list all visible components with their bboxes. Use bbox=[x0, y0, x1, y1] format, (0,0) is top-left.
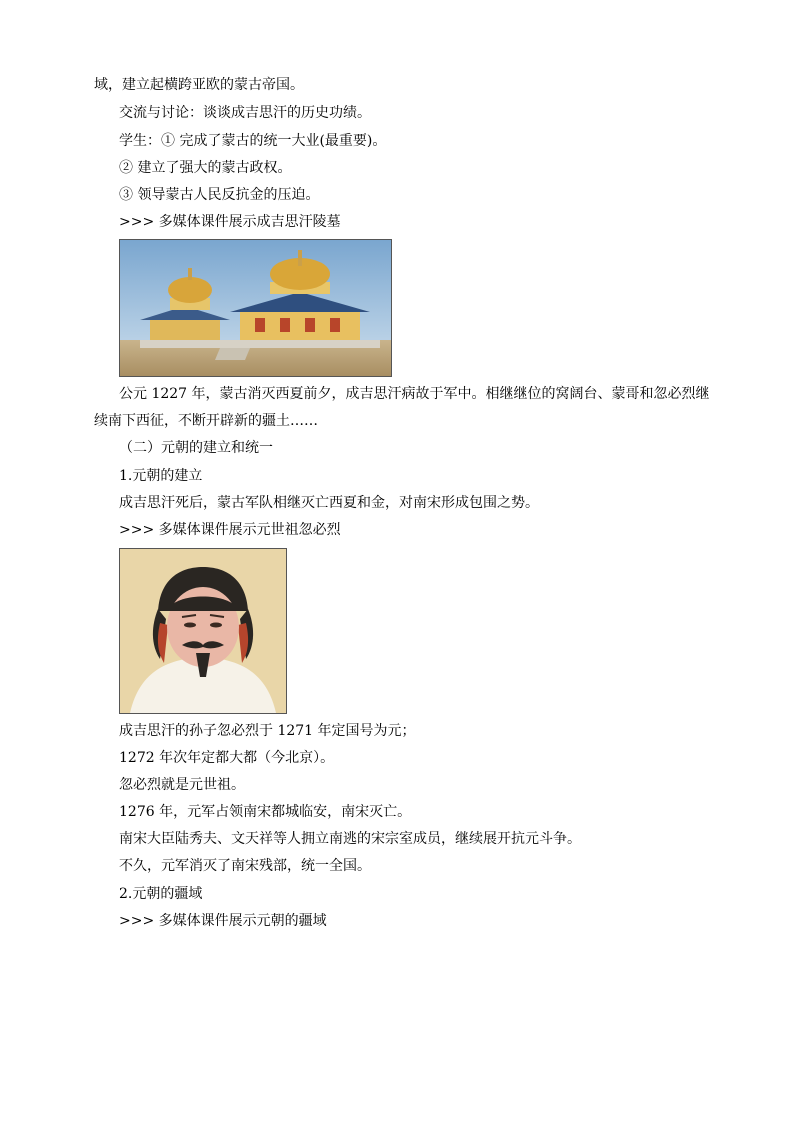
text-line-17: >>> 多媒体课件展示元朝的疆域 bbox=[119, 913, 327, 929]
text-line-16: 不久，元军消灭了南宋残部，统一全国。 bbox=[119, 858, 371, 874]
text-line-11: 成吉思汗的孙子忽必烈于 1271 年定国号为元； bbox=[119, 723, 416, 739]
text-line-7: 公元 1227 年，蒙古消灭西夏前夕，成吉思汗病故于军中。相继继位的窝阔台、蒙哥和忽必烈继 bbox=[119, 386, 710, 402]
text-line-10: >>> 多媒体课件展示元世祖忽必烈 bbox=[119, 522, 341, 538]
text-line-12: 1272 年次年定都大都（今北京）。 bbox=[119, 750, 335, 766]
text-line-9: 成吉思汗死后，蒙古军队相继灭亡西夏和金，对南宋形成包围之势。 bbox=[119, 495, 539, 511]
kublai-khan-portrait bbox=[119, 548, 287, 714]
text-line-13: 忽必烈就是元世祖。 bbox=[119, 777, 245, 793]
text-line-15: 南宋大臣陆秀夫、文天祥等人拥立南逃的宋宗室成员，继续展开抗元斗争。 bbox=[119, 831, 581, 847]
text-line-8: 续南下西征，不断开辟新的疆土…… bbox=[94, 413, 318, 429]
subheading-1: 1.元朝的建立 bbox=[119, 468, 203, 484]
text-line-5: ③ 领导蒙古人民反抗金的压迫。 bbox=[119, 187, 320, 203]
text-line-1: 域，建立起横跨亚欧的蒙古帝国。 bbox=[94, 77, 304, 93]
mausoleum-photo bbox=[119, 239, 392, 377]
text-line-6: >>> 多媒体课件展示成吉思汗陵墓 bbox=[119, 214, 341, 230]
subheading-2: 2.元朝的疆域 bbox=[119, 886, 203, 902]
text-line-4: ② 建立了强大的蒙古政权。 bbox=[119, 160, 292, 176]
text-line-3: 学生：① 完成了蒙古的统一大业(最重要)。 bbox=[119, 133, 387, 149]
text-line-14: 1276 年，元军占领南宋都城临安，南宋灭亡。 bbox=[119, 804, 412, 820]
text-line-2: 交流与讨论：谈谈成吉思汗的历史功绩。 bbox=[119, 105, 371, 121]
section-heading-2: （二）元朝的建立和统一 bbox=[119, 440, 273, 456]
